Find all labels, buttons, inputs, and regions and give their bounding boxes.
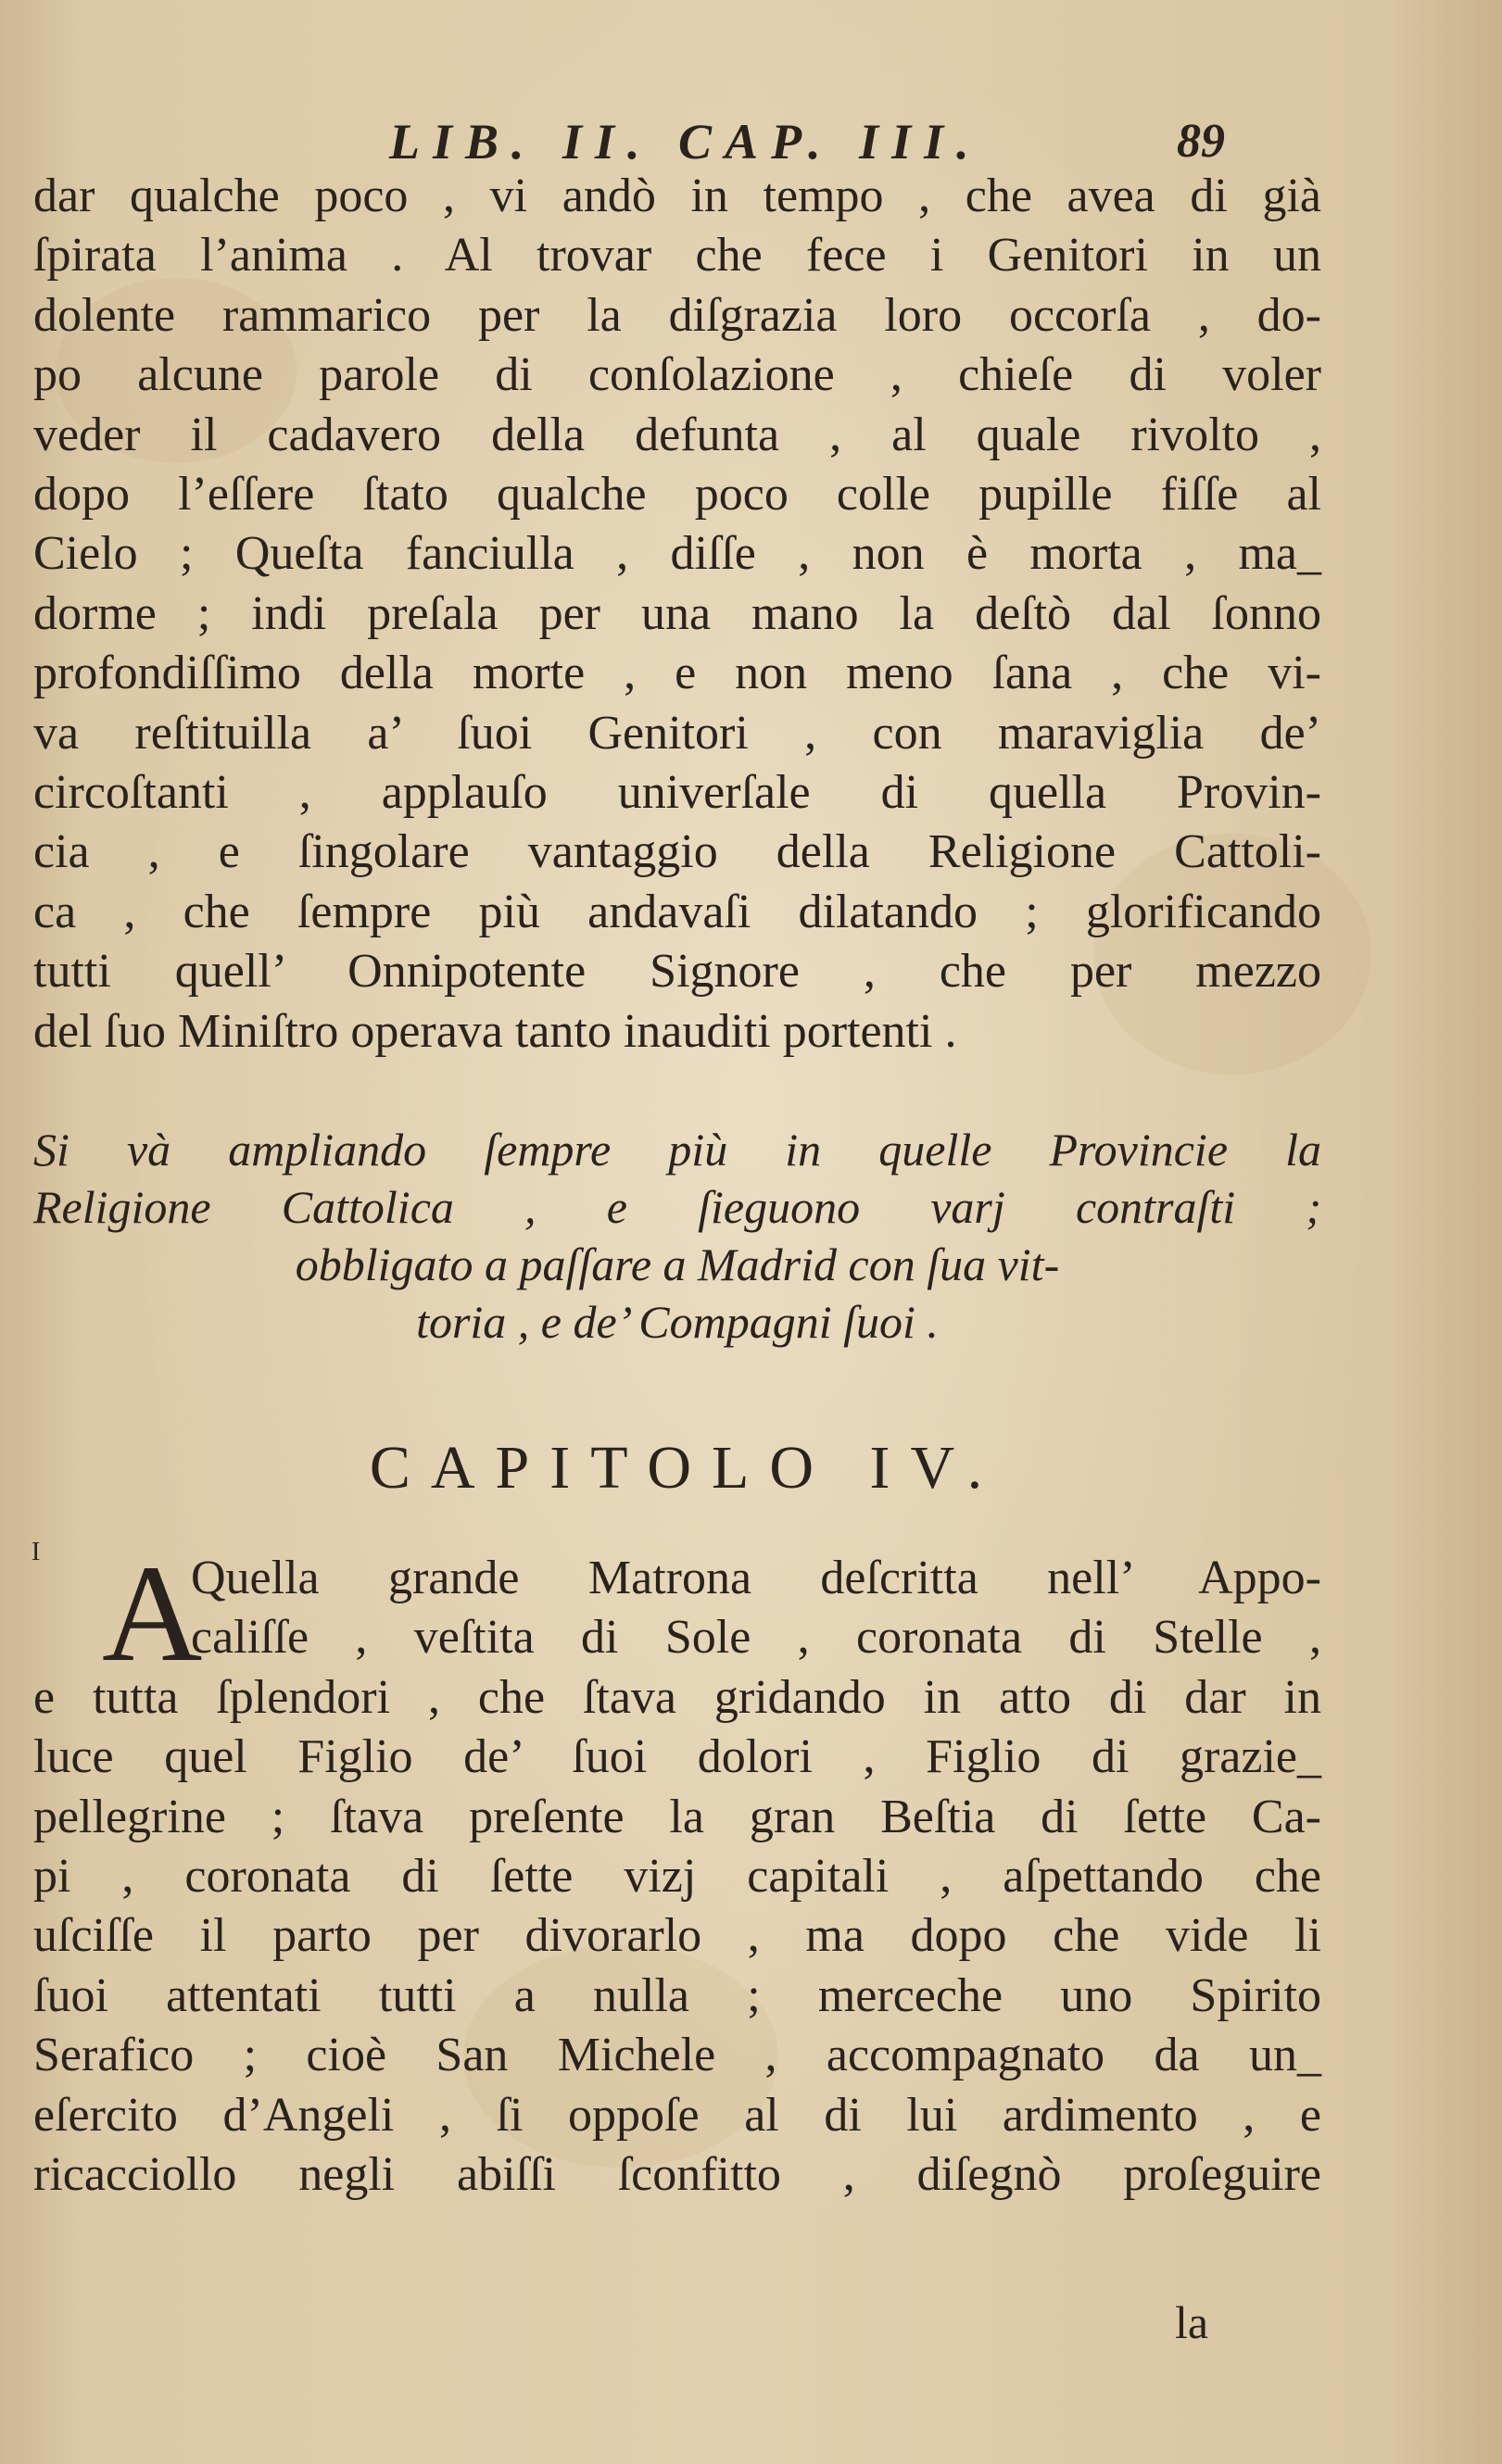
text-line: Cielo ; Queſta fanciulla , diſſe , non è morta , ma_ xyxy=(33,527,1321,581)
text-line: ſpirata l’anima . Al trovar che fece i Genitori in un xyxy=(33,229,1321,283)
catchword: la xyxy=(1175,2296,1209,2348)
marginal-number: I xyxy=(32,1538,41,1566)
summary-line: Religione Cattolica , e ſieguono varj contraſti ; xyxy=(33,1181,1321,1233)
text-line: pellegrine ; ſtava preſente la gran Beſtia di ſette Ca- xyxy=(33,1790,1321,1843)
text-line: va reſtituilla a’ ſuoi Genitori , con maraviglia de’ xyxy=(33,706,1321,760)
text-line: caliſſe , veſtita di Sole , coronata di Stelle , xyxy=(191,1611,1321,1665)
text-line: circoſtanti , applauſo univerſale di quella Provin- xyxy=(33,766,1321,820)
paragraph-1 xyxy=(33,167,1321,1062)
running-head: LIB. II. CAP. III. xyxy=(389,114,982,170)
chapter-summary xyxy=(33,1121,1321,1351)
text-line: uſciſſe il parto per divorarlo , ma dopo che vide li xyxy=(33,1909,1321,1963)
text-line: e tutta ſplendori , che ſtava gridando in atto di dar in xyxy=(33,1670,1321,1724)
text-line: eſercito d’Angeli , ſi oppoſe al di lui ardimento , e xyxy=(33,2088,1321,2142)
paragraph-2 xyxy=(33,1537,1321,2205)
text-line: dopo l’eſſere ſtato qualche poco colle pupille fiſſe al xyxy=(33,468,1321,522)
text-line: ricacciollo negli abiſſi ſconfitto , diſegnò proſeguire xyxy=(33,2148,1321,2202)
text-line: dolente rammarico per la diſgrazia loro occorſa , do- xyxy=(33,288,1321,342)
text-line: cia , e ſingolare vantaggio della Religione Cattoli- xyxy=(33,825,1321,879)
summary-line: toria , e de’ Compagni ſuoi . xyxy=(416,1296,939,1348)
text-line: luce quel Figlio de’ ſuoi dolori , Figlio di grazie_ xyxy=(33,1730,1321,1784)
text-line: profondiſſimo della morte , e non meno ſana , che vi- xyxy=(33,647,1321,700)
text-line: dorme ; indi preſala per una mano la deſtò dal ſonno xyxy=(33,586,1321,640)
text-line: ſuoi attentati tutti a nulla ; merceche uno Spirito xyxy=(33,1968,1321,2022)
page-header xyxy=(0,109,1502,174)
drop-cap: A xyxy=(102,1537,203,1691)
summary-line: Si và ampliando ſempre più in quelle Provincie la xyxy=(33,1124,1321,1175)
text-line: tutti quell’ Onnipotente Signore , che per mezzo xyxy=(33,945,1321,999)
text-line: po alcune parole di conſolazione , chieſe di voler xyxy=(33,348,1321,402)
text-line: dar qualche poco , vi andò in tempo , che avea di già xyxy=(33,170,1321,222)
text-line: pi , coronata di ſette vizj capitali , aſpettando che xyxy=(33,1850,1321,1904)
text-line: ca , che ſempre più andavaſi dilatando ; glorificando xyxy=(33,885,1321,938)
text-line: Serafico ; cioè San Michele , accompagnato da un_ xyxy=(33,2029,1321,2082)
page-number: 89 xyxy=(1177,115,1225,168)
text-line: Quella grande Matrona deſcritta nell’ Appo- xyxy=(191,1552,1321,1604)
text-line: del ſuo Miniſtro operava tanto inauditi portenti . xyxy=(33,1004,957,1058)
summary-line: obbligato a paſſare a Madrid con ſua vit- xyxy=(295,1238,1060,1290)
text-line: veder il cadavero della defunta , al quale rivolto , xyxy=(33,408,1321,461)
chapter-title: CAPITOLO IV. xyxy=(369,1434,1003,1502)
